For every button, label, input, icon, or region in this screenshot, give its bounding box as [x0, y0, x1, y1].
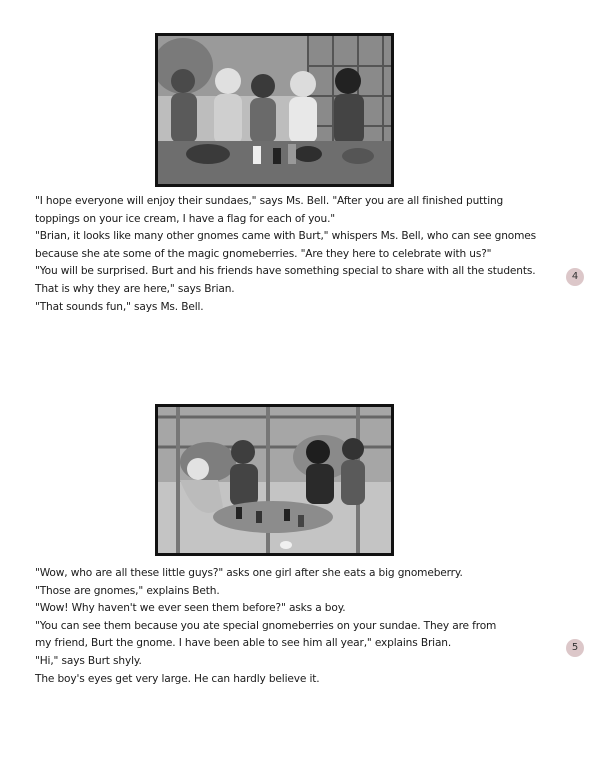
story-line: my friend, Burt the gnome. I have been able to see him all year," explains Brian. — [35, 637, 452, 650]
children-eating-sundaes-illustration — [155, 33, 394, 187]
story-line: The boy's eyes get very large. He can hardly believe it. — [35, 672, 320, 685]
page-4-story-text — [35, 193, 565, 316]
story-line: "Hi," says Burt shyly. — [35, 654, 142, 667]
story-line: "Brian, it looks like many other gnomes came with Burt," whispers Ms. Bell, who can see gnomes — [35, 230, 537, 243]
story-line: "Those are gnomes," explains Beth. — [35, 584, 220, 597]
page-5-story-text — [35, 565, 565, 688]
page-number-badge: 4 — [566, 268, 584, 286]
story-line: "That sounds fun," says Ms. Bell. — [35, 300, 204, 313]
story-line: "I hope everyone will enjoy their sundaes," says Ms. Bell. "After you are all finished putting — [35, 195, 504, 207]
page-number-badge: 5 — [566, 639, 584, 657]
story-line: toppings on your ice cream, I have a flag for each of you." — [35, 212, 336, 225]
story-line: "You will be surprised. Burt and his friends have something special to share with all the students. — [35, 265, 536, 278]
story-line: "Wow! Why haven't we ever seen them before?" asks a boy. — [35, 602, 346, 615]
story-line: "Wow, who are all these little guys?" asks one girl after she eats a big gnomeberry. — [35, 567, 463, 579]
story-line: "You can see them because you ate special gnomeberries on your sundae. They are from — [35, 619, 497, 632]
children-with-gnomes-illustration — [155, 404, 394, 556]
story-line: because she ate some of the magic gnomeberries. "Are they here to celebrate with us?" — [35, 247, 492, 260]
story-line: That is why they are here," says Brian. — [35, 282, 235, 295]
